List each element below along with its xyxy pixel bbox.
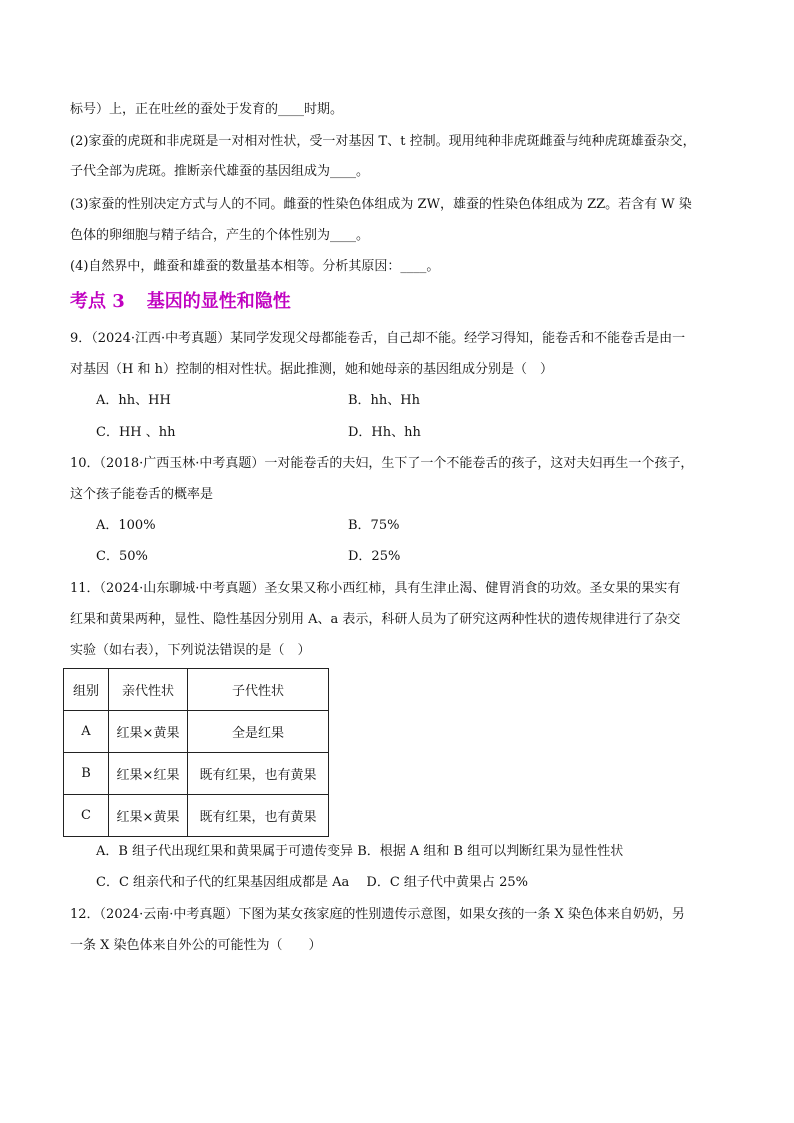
table-cell: C bbox=[64, 795, 109, 837]
q10-option-b: B．75% bbox=[348, 518, 400, 533]
section-heading bbox=[70, 290, 291, 314]
q8-part4: (4)自然界中，雌蚕和雄蚕的数量基本相等。分析其原因：____。 bbox=[70, 259, 440, 274]
q9-option-a: A．hh、HH bbox=[96, 393, 171, 408]
q11-stem-line2: 红果和黄果两种，显性、隐性基因分别用 A、a 表示，科研人员为了研究这两种性状的遗传规律进行了杂交 bbox=[70, 612, 681, 627]
q10-option-c: C．50% bbox=[96, 549, 148, 564]
q9-stem-line2: 对基因（H 和 h）控制的相对性状。据此推测，她和她母亲的基因组成分别是（ ） bbox=[70, 362, 553, 377]
table-header-cell: 组别 bbox=[64, 669, 109, 711]
table-cell: 红果×红果 bbox=[109, 753, 188, 795]
q8-part1-tail: 标号）上，正在吐丝的蚕处于发育的____时期。 bbox=[70, 102, 344, 117]
section-label: 考点 3 bbox=[70, 291, 125, 312]
q12-stem-line1: 12．（2024·云南·中考真题）下图为某女孩家庭的性别遗传示意图，如果女孩的一条 X 染色体来自奶奶，另 bbox=[70, 907, 685, 922]
table-cell: 既有红果，也有黄果 bbox=[188, 753, 329, 795]
table-row bbox=[64, 795, 329, 837]
q10-stem-line1: 10．（2018·广西玉林·中考真题）一对能卷舌的夫妇，生下了一个不能卷舌的孩子，这对夫妇再生一个孩子， bbox=[70, 456, 694, 471]
q10-option-a: A．100% bbox=[96, 518, 156, 533]
q10-option-d: D．25% bbox=[348, 549, 401, 564]
table-cell: 既有红果，也有黄果 bbox=[188, 795, 329, 837]
table-header-row bbox=[64, 669, 329, 711]
q9-stem-line1: 9．（2024·江西·中考真题）某同学发现父母都能卷舌，自己却不能。经学习得知，能卷舌和不能卷舌是由一 bbox=[70, 331, 686, 346]
table-cell: 全是红果 bbox=[188, 711, 329, 753]
q8-part2-line1: (2)家蚕的虎斑和非虎斑是一对相对性状，受一对基因 T、t 控制。现用纯种非虎斑雌蚕与纯种虎斑雄蚕杂交， bbox=[70, 134, 696, 149]
q11-options-cd: C．C 组亲代和子代的红果基因组成都是 Aa D．C 组子代中黄果占 25% bbox=[96, 875, 528, 890]
table-row bbox=[64, 753, 329, 795]
q9-option-d: D．Hh、hh bbox=[348, 425, 421, 440]
section-title: 基因的显性和隐性 bbox=[146, 291, 291, 312]
table-cell: 红果×黄果 bbox=[109, 711, 188, 753]
table-row bbox=[64, 711, 329, 753]
table-header-cell: 亲代性状 bbox=[109, 669, 188, 711]
q8-part2-line2: 子代全部为虎斑。推断亲代雄蚕的基因组成为____。 bbox=[70, 164, 370, 179]
table-cell: B bbox=[64, 753, 109, 795]
q8-part3-line1: (3)家蚕的性别决定方式与人的不同。雌蚕的性染色体组成为 ZW，雄蚕的性染色体组成为 ZZ。若含有 W 染 bbox=[70, 197, 692, 212]
q10-stem-line2: 这个孩子能卷舌的概率是 bbox=[70, 487, 214, 502]
table-header-cell: 子代性状 bbox=[188, 669, 329, 711]
q12-stem-line2: 一条 X 染色体来自外公的可能性为（ ） bbox=[70, 938, 322, 953]
cross-experiment-table bbox=[63, 668, 329, 837]
table-cell: 红果×黄果 bbox=[109, 795, 188, 837]
table-cell: A bbox=[64, 711, 109, 753]
q9-option-c: C．HH 、hh bbox=[96, 425, 176, 440]
q9-option-b: B．hh、Hh bbox=[348, 393, 421, 408]
q11-options-ab: A．B 组子代出现红果和黄果属于可遗传变异 B．根据 A 组和 B 组可以判断红果为显性性状 bbox=[96, 844, 624, 859]
q8-part3-line2: 色体的卵细胞与精子结合，产生的个体性别为____。 bbox=[70, 228, 370, 243]
q11-stem-line3: 实验（如右表），下列说法错误的是（ ） bbox=[70, 643, 311, 658]
q11-stem-line1: 11．（2024·山东聊城·中考真题）圣女果又称小西红柿，具有生津止渴、健胃消食的功效。圣女果的果实有 bbox=[70, 581, 681, 596]
